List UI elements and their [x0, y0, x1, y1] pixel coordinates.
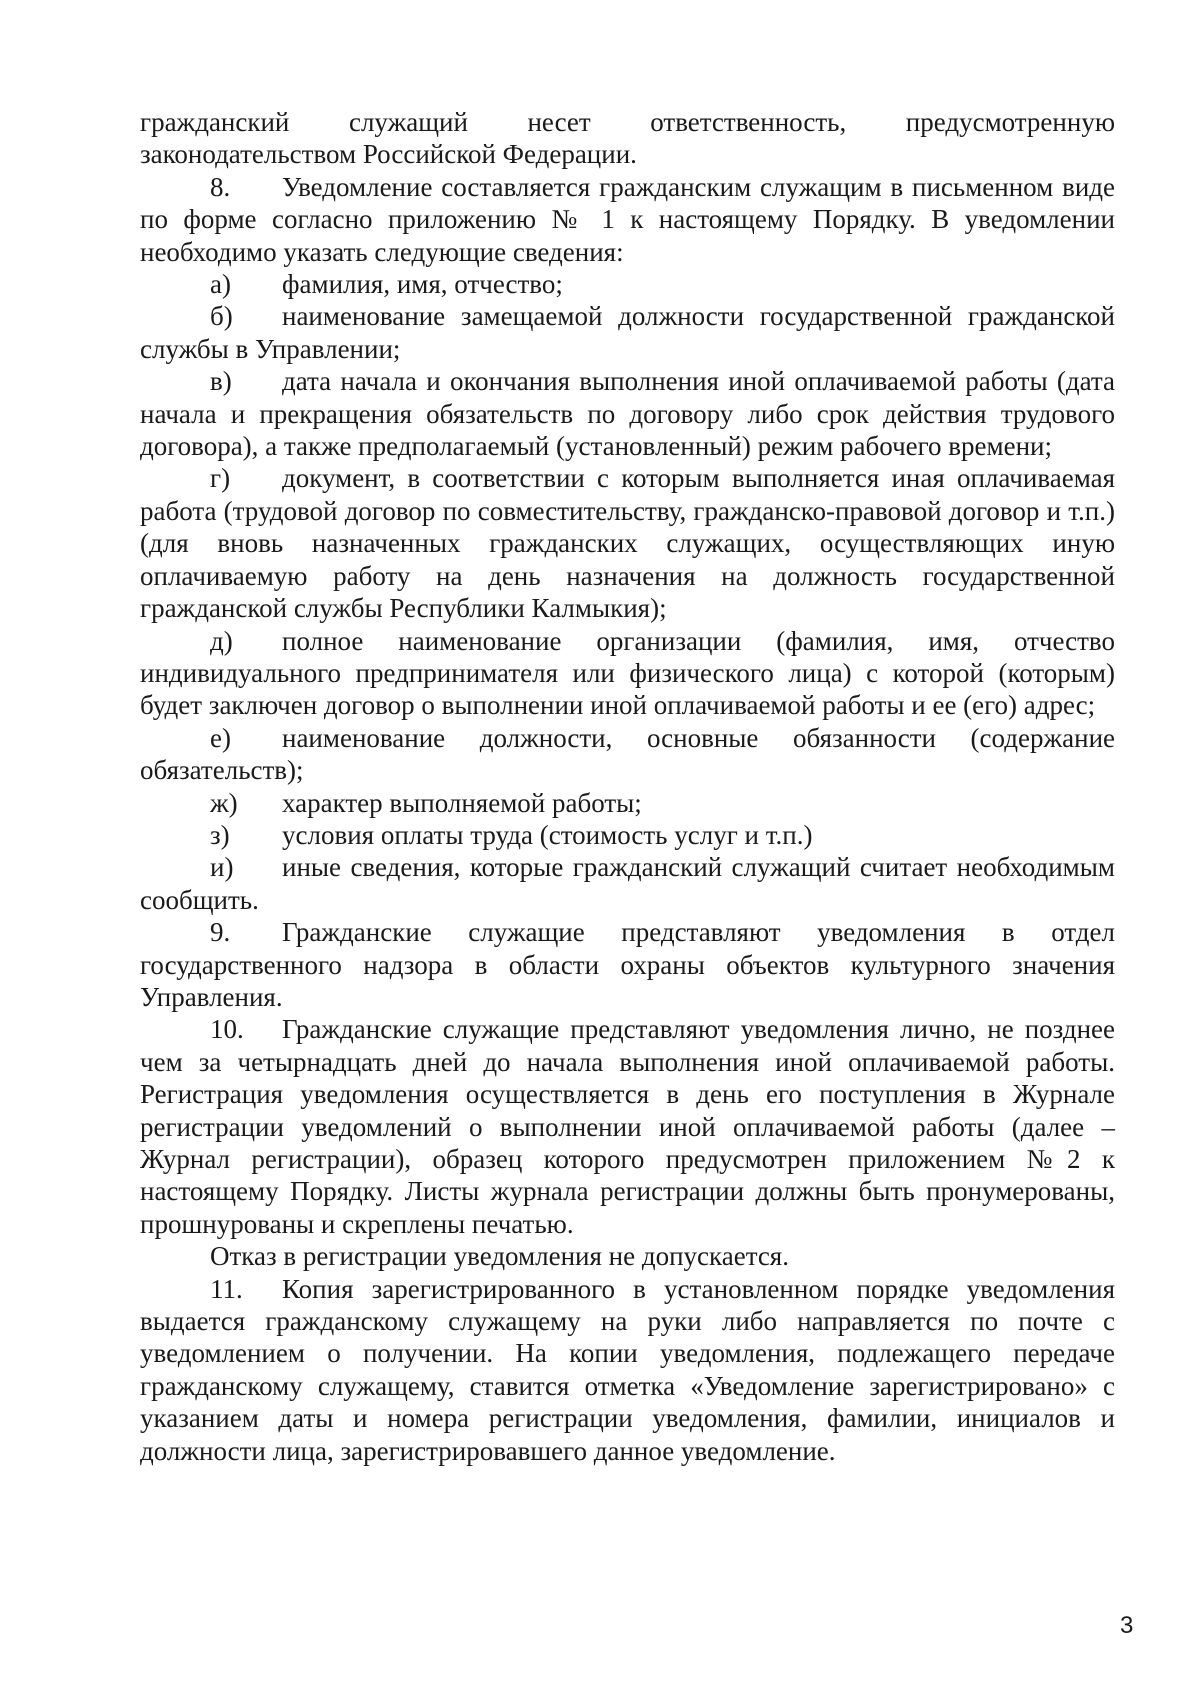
item-letter: г)	[210, 463, 231, 494]
item-letter: б)	[210, 301, 233, 332]
paragraph-text: Копия зарегистрированного в установленном порядке уведомления выдается гражданскому служащему на руки либо направляется по почте с уведомлением о получении. На копии уведомления, подлежащего передаче гражданскому служащему, ставится отметка «Уведомление зарегистрировано» с указанием даты и номера регистрации уведомления, фамилии, инициалов и должности лица, зарегистрировавшего данное уведомление.	[140, 1273, 1115, 1466]
item-number: 9.	[210, 917, 231, 948]
paragraph-item-10	[140, 1013, 1115, 1240]
paragraph-text: документ, в соответствии с которым выполняется иная оплачиваемая работа (трудовой договор по совместительству, гражданско-правовой договор и т.п.) (для вновь назначенных гражданских служащих, осуществляющих иную оплачиваемую работу на день назначения на должность государственной гражданской службы Республики Калмыкия);	[140, 463, 1115, 624]
item-letter: ж)	[210, 787, 238, 818]
paragraph-text: наименование должности, основные обязанности (содержание обязательств);	[140, 722, 1115, 786]
item-letter: и)	[210, 852, 234, 883]
paragraph-text: характер выполняемой работы;	[282, 787, 642, 818]
paragraph-text: Уведомление составляется гражданским служащим в письменном виде по форме согласно приложению № 1 к настоящему Порядку. В уведомлении необходимо указать следующие сведения:	[140, 171, 1115, 267]
paragraph-refusal	[140, 1240, 1115, 1272]
paragraph-text: Гражданские служащие представляют уведомления в отдел государственного надзора в области охраны объектов культурного значения Управления.	[140, 917, 1115, 1012]
item-number: 10.	[210, 1014, 244, 1045]
subitem-g	[140, 462, 1115, 624]
paragraph-text: полное наименование организации (фамилия, имя, отчество индивидуального предпринимателя или физического лица) с которой (которым) будет заключен договор о выполнении иной оплачиваемой работы и ее (его) адрес;	[140, 625, 1115, 721]
item-letter: з)	[210, 819, 230, 850]
paragraph-continuation	[140, 106, 1115, 171]
paragraph-text: дата начала и окончания выполнения иной оплачиваемой работы (дата начала и прекращения обязательств по договору либо срок действия трудового договора), а также предполагаемый (установленный) режим рабочего времени;	[140, 366, 1115, 462]
subitem-i	[140, 851, 1115, 916]
paragraph-text: фамилия, имя, отчество;	[282, 269, 563, 300]
paragraph-text: гражданский служащий несет ответственность, предусмотренную законодательством Российской Федерации.	[140, 107, 1115, 170]
subitem-b	[140, 300, 1115, 365]
paragraph-item-11	[140, 1273, 1115, 1467]
subitem-v	[140, 365, 1115, 462]
subitem-e	[140, 722, 1115, 787]
subitem-z	[140, 819, 1115, 851]
item-number: 11.	[210, 1273, 243, 1304]
paragraph-text: наименование замещаемой должности государственной гражданской службы в Управлении;	[140, 301, 1115, 364]
item-letter: в)	[210, 366, 232, 397]
item-number: 8.	[210, 171, 231, 202]
paragraph-text: Гражданские служащие представляют уведомления лично, не позднее чем за четырнадцать дней до начала выполнения иной оплачиваемой работы. Регистрация уведомления осуществляется в день его поступления в Журнале регистрации уведомлений о выполнении иной оплачиваемой работы (далее – Журнал регистрации), образец которого предусмотрен приложением №2 к настоящему Порядку. Листы журнала регистрации должны быть пронумерованы, прошнурованы и скреплены печатью.	[140, 1014, 1115, 1239]
item-letter: д)	[210, 625, 233, 656]
paragraph-item-9	[140, 916, 1115, 1013]
paragraph-text: Отказ в регистрации уведомления не допускается.	[210, 1241, 789, 1272]
item-letter: е)	[210, 722, 231, 753]
paragraph-item-8	[140, 171, 1115, 268]
subitem-d	[140, 625, 1115, 722]
subitem-a	[140, 268, 1115, 300]
paragraph-text: условия оплаты труда (стоимость услуг и т.п.)	[282, 819, 813, 850]
subitem-zh	[140, 787, 1115, 819]
document-body	[140, 106, 1115, 1467]
paragraph-text: иные сведения, которые гражданский служащий считает необходимым сообщить.	[140, 852, 1115, 915]
page-number: 3	[1120, 1612, 1134, 1639]
item-letter: а)	[210, 269, 231, 300]
